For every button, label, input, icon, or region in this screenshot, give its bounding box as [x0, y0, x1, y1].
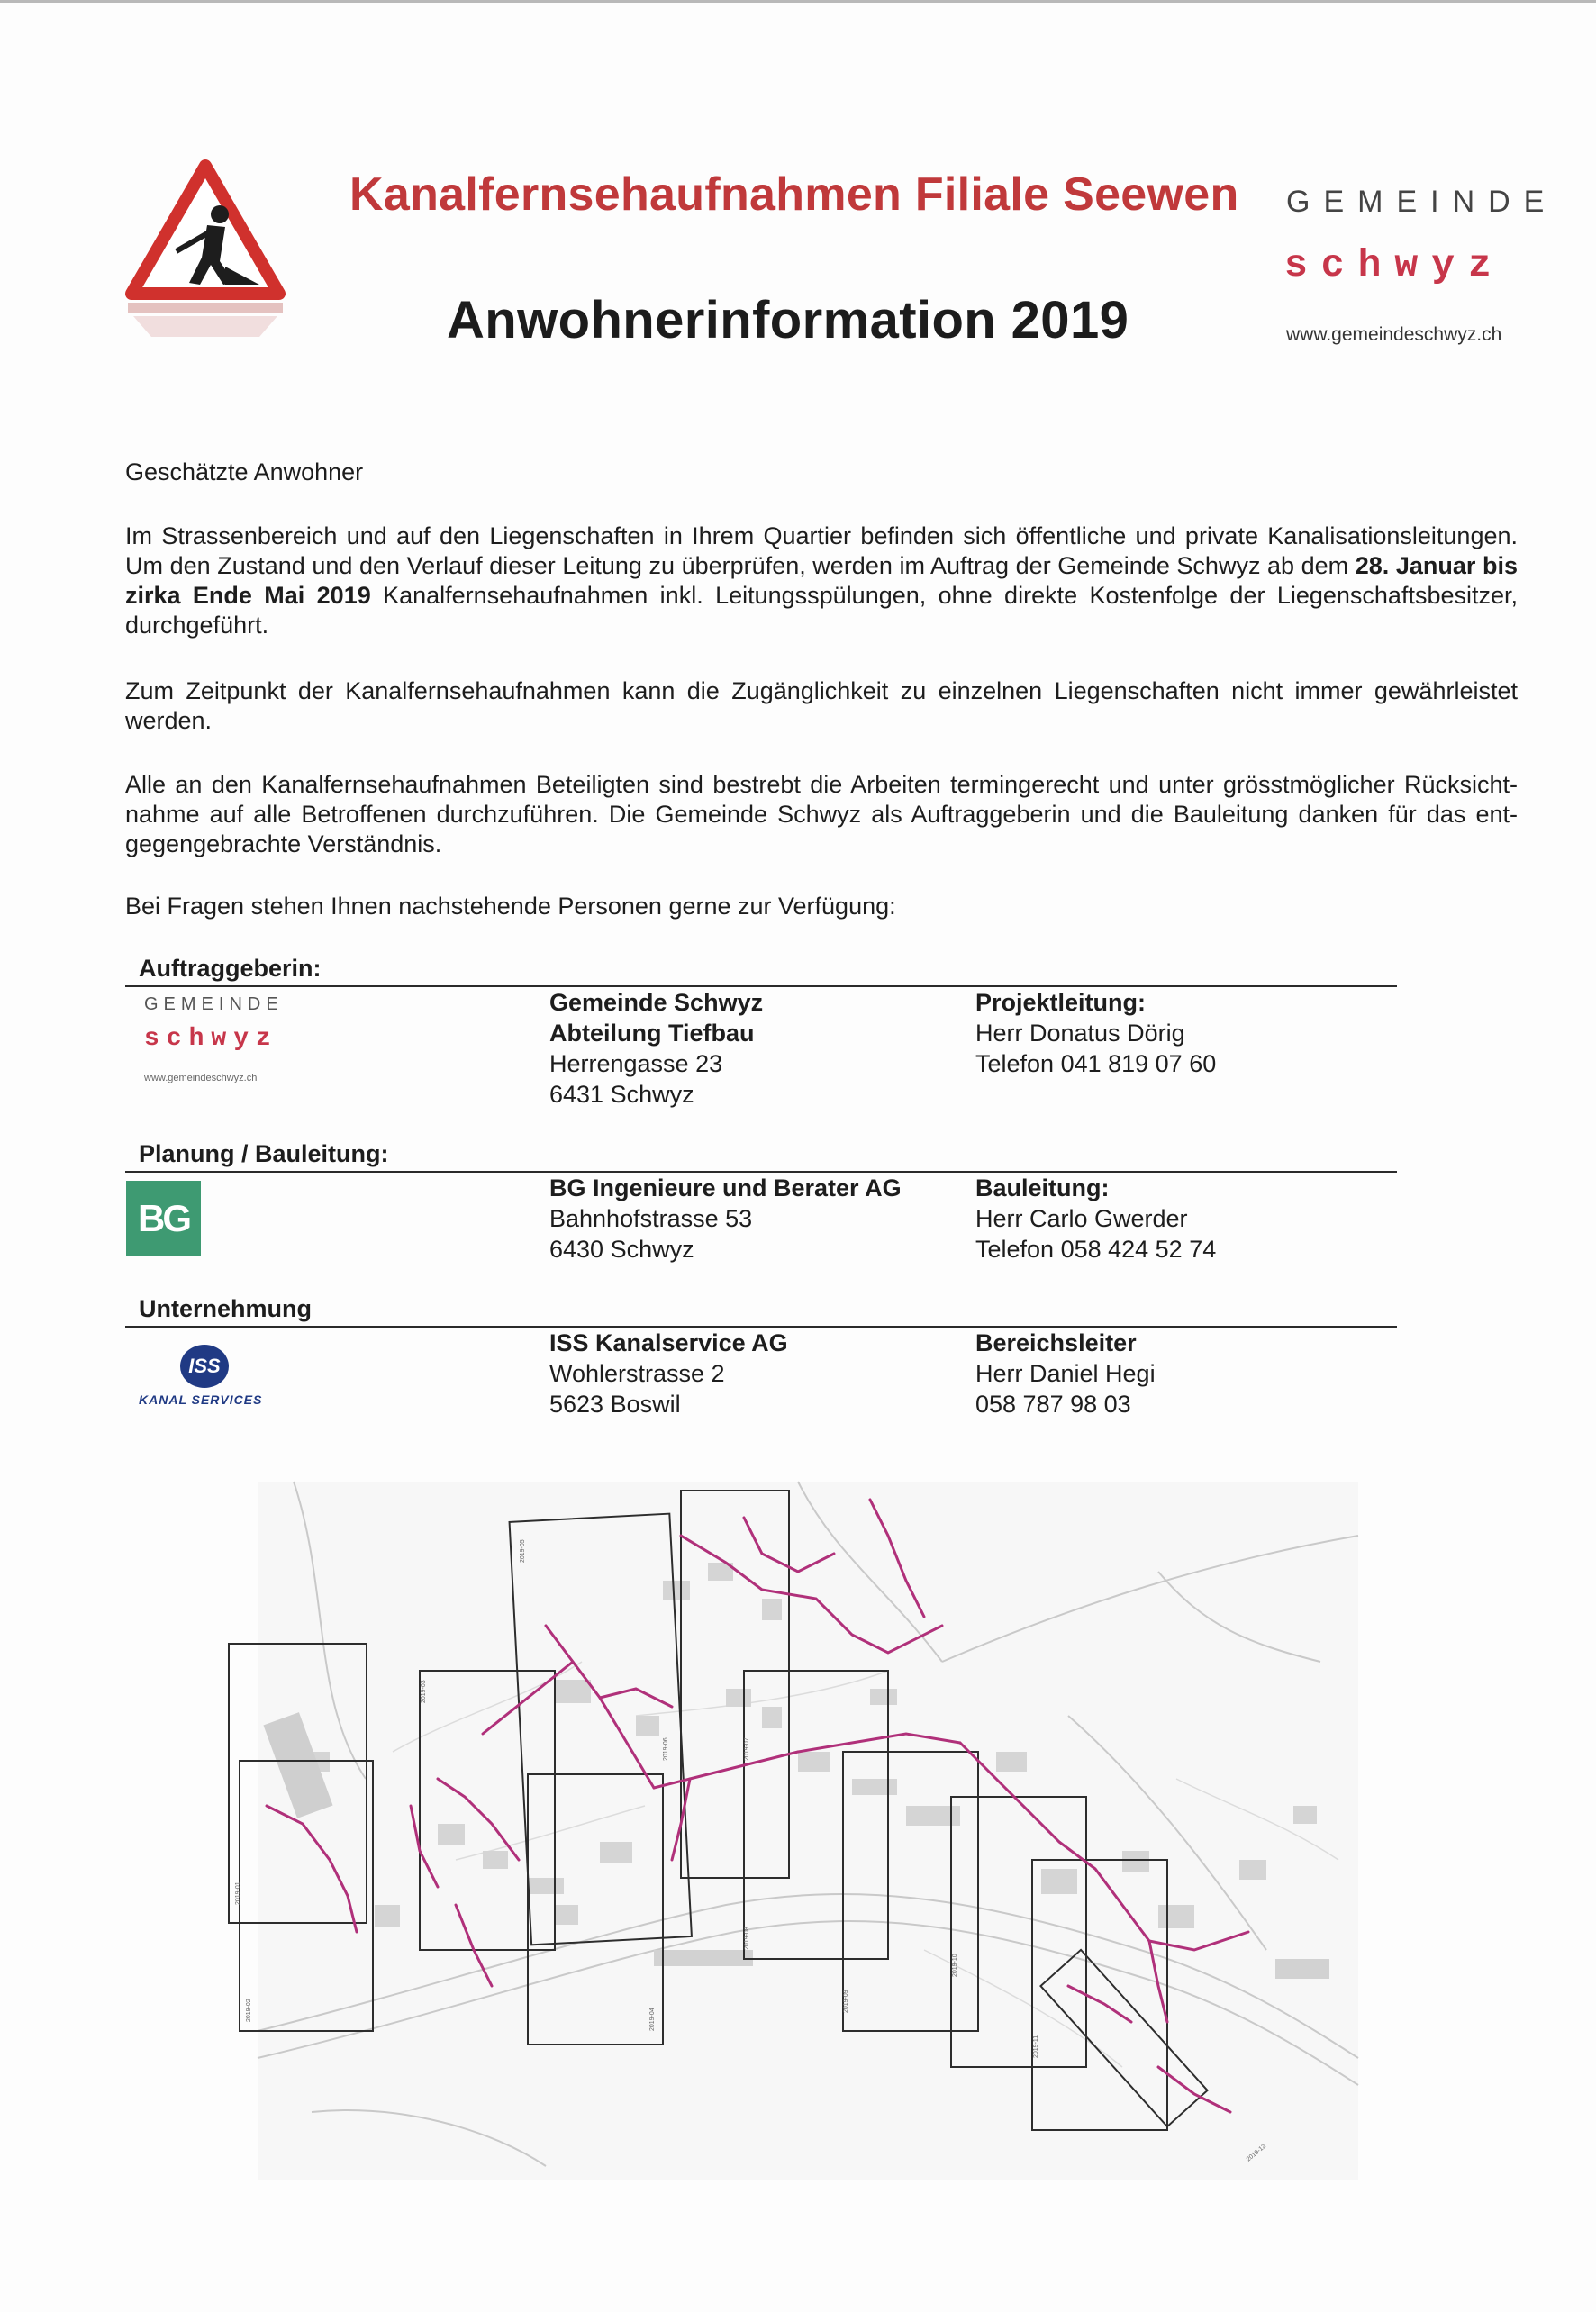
- svg-text:2019-12: 2019-12: [1245, 2143, 1267, 2163]
- iss-logo-mark: ISS: [180, 1345, 229, 1388]
- contractor-phone: 058 787 98 03: [975, 1391, 1131, 1418]
- roadworks-sign-icon: [124, 159, 286, 339]
- section-label-contractor: Unternehmung: [139, 1295, 312, 1322]
- planning-phone: Telefon 058 424 52 74: [975, 1236, 1217, 1263]
- svg-text:2019-05: 2019-05: [520, 1539, 526, 1563]
- contractor-contact: [975, 1328, 1156, 1419]
- svg-text:2019-08: 2019-08: [744, 1927, 750, 1950]
- gemeinde-logo-town: schwyz: [1284, 243, 1505, 287]
- contractor-person: Herr Daniel Hegi: [975, 1360, 1156, 1387]
- planning-city: 6430 Schwyz: [549, 1236, 694, 1263]
- gemeinde-logo-word: GEMEINDE: [1286, 185, 1558, 219]
- client-dept: Abteilung Tiefbau: [549, 1020, 755, 1047]
- paragraph-1-text-b: Kanalfernsehaufnahmen inkl. Leitungsspülungen, ohne direkte Kostenfolge der Liegenschaftsbesitzer, durchgeführt.: [125, 582, 1518, 639]
- paragraph-1-text-a: Im Strassenbereich und auf den Liegenschaften in Ihrem Quartier befinden sich öffentliche und private Kanalisationsleitungen. Um den Zustand und den Verlauf dieser Leitung zu überprüfen, werden im Auftrag der Gemeinde Schwyz ab dem: [125, 522, 1518, 579]
- svg-text:2019-07: 2019-07: [744, 1737, 750, 1761]
- client-person: Herr Donatus Dörig: [975, 1020, 1185, 1047]
- client-logo-url: www.gemeindeschwyz.ch: [144, 1073, 258, 1083]
- contractor-street: Wohlerstrasse 2: [549, 1360, 725, 1387]
- client-logo-word: GEMEINDE: [144, 994, 284, 1014]
- bg-company-logo: BG: [126, 1181, 201, 1256]
- section-label-client: Auftraggeberin:: [139, 955, 322, 982]
- greeting: Geschätzte Anwohner: [125, 458, 364, 485]
- contractor-address: [549, 1328, 788, 1419]
- contractor-city: 5623 Boswil: [549, 1391, 681, 1418]
- contractor-org: ISS Kanalservice AG: [549, 1329, 788, 1356]
- client-org: Gemeinde Schwyz: [549, 989, 764, 1016]
- client-city: 6431 Schwyz: [549, 1081, 694, 1108]
- client-logo-town: schwyz: [144, 1025, 278, 1053]
- planning-org: BG Ingenieure und Berater AG: [549, 1174, 902, 1201]
- iss-logo-text: KANAL SERVICES: [139, 1392, 263, 1407]
- client-address: [549, 987, 763, 1110]
- paragraph-3: Alle an den Kanalfernsehaufnahmen Beteiligten sind bestrebt die Arbeiten termingerecht und unter grösstmöglicher Rücksicht-nahme auf alle Betroffenen durchzuführen. Die Gemeinde Schwyz als Auftraggeberin und die Bauleitung danken für das ent-gegengebrachte Verständnis.: [125, 771, 1518, 857]
- page-subtitle: Anwohnerinformation 2019: [447, 291, 1129, 349]
- svg-text:2019-04: 2019-04: [649, 2008, 656, 2031]
- page-title: Kanalfernsehaufnahmen Filiale Seewen: [349, 168, 1239, 221]
- client-role: Projektleitung:: [975, 989, 1147, 1016]
- planning-person: Herr Carlo Gwerder: [975, 1205, 1188, 1232]
- svg-text:2019-06: 2019-06: [663, 1737, 669, 1761]
- site-map-icon: [235, 1482, 1358, 2180]
- scan-edge: [0, 0, 1596, 3]
- client-contact: [975, 987, 1216, 1079]
- paragraph-2: Zum Zeitpunkt der Kanalfernsehaufnahmen kann die Zugänglichkeit zu einzelnen Liegenschaften nicht immer gewährleistet werden.: [125, 677, 1518, 734]
- planning-street: Bahnhofstrasse 53: [549, 1205, 753, 1232]
- gemeinde-url: www.gemeindeschwyz.ch: [1286, 324, 1502, 345]
- planning-role: Bauleitung:: [975, 1174, 1110, 1201]
- svg-text:2019-09: 2019-09: [843, 1990, 849, 2013]
- paragraph-1-dates: 28. Januar bis zirka Ende Mai 2019: [125, 552, 1518, 609]
- svg-text:2019-11: 2019-11: [1033, 2035, 1039, 2058]
- svg-text:2019-03: 2019-03: [421, 1680, 427, 1703]
- svg-text:2019-10: 2019-10: [952, 1954, 958, 1977]
- planning-address: [549, 1173, 902, 1265]
- planning-contact: [975, 1173, 1216, 1265]
- section-label-planning: Planung / Bauleitung:: [139, 1140, 389, 1167]
- client-street: Herrengasse 23: [549, 1050, 723, 1077]
- paragraph-4: Bei Fragen stehen Ihnen nachstehende Personen gerne zur Verfügung:: [125, 893, 896, 920]
- paragraph-1: [125, 521, 1518, 640]
- svg-text:2019-02: 2019-02: [246, 1999, 252, 2022]
- svg-text:2019-01: 2019-01: [235, 1881, 241, 1905]
- contractor-role: Bereichsleiter: [975, 1329, 1137, 1356]
- client-phone: Telefon 041 819 07 60: [975, 1050, 1217, 1077]
